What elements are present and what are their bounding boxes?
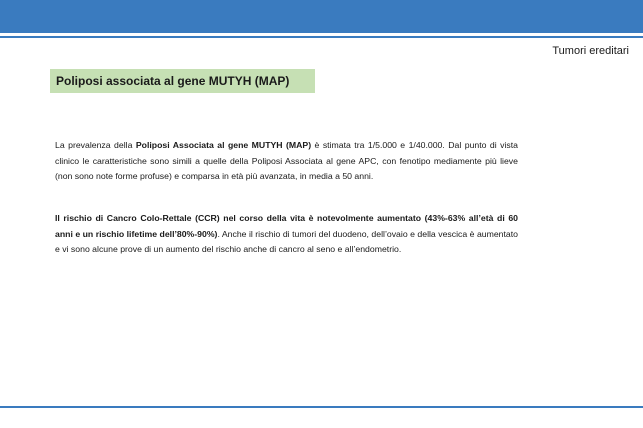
- paragraph-prevalence-bold: Poliposi Associata al gene MUTYH (MAP): [135, 140, 312, 150]
- section-label: Tumori ereditari: [552, 45, 629, 57]
- paragraph-prevalence-text-1: La prevalenza della: [55, 140, 136, 150]
- header-band: [0, 0, 643, 33]
- paragraph-risk-text: . Anche il rischio di tumori del duodeno, dell’ovaio e della vescica è aumentato e vi sono alcune prove di un aumento del rischio anche di cancro al seno e all’endometrio.: [55, 228, 518, 254]
- paragraph-risk-bold: Il rischio di Cancro Colo-Rettale (CCR) nel corso della vita è notevolmente aumentato (43%-63% all’età di 60 anni e un rischio lifetime dell’80%-90%): [55, 213, 518, 239]
- header-rule: [0, 36, 643, 38]
- paragraph-risk: [55, 211, 518, 258]
- slide-title: Poliposi associata al gene MUTYH (MAP): [50, 69, 315, 93]
- footer-rule: [0, 406, 643, 408]
- paragraph-prevalence-text-2: è stimata tra 1/5.000 e 1/40.000. Dal punto di vista clinico le caratteristiche sono simili a quelle della Poliposi Associata al gene APC, con fenotipo mediamente più lieve (non sono note forme profuse) e comparsa in età più avanzata, in media a 50 anni.: [55, 140, 518, 181]
- paragraph-prevalence: [55, 138, 518, 185]
